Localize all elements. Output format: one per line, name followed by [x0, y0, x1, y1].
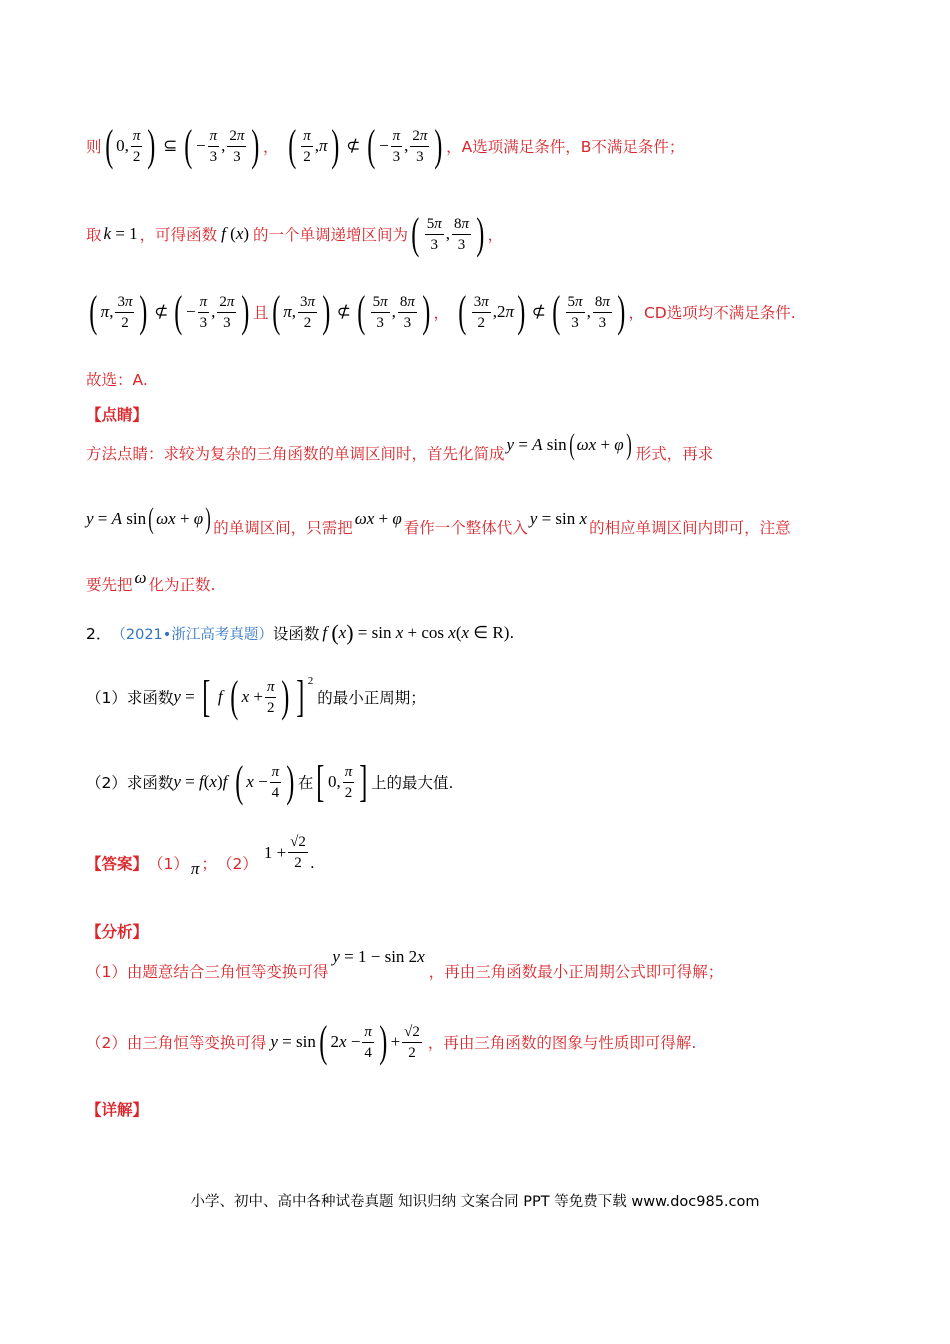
text-gu-xuan: 故选：A. [86, 371, 148, 389]
text-part1-label: （1）求函数 [86, 689, 174, 707]
line-subset-check [86, 121, 685, 170]
math-y-1-minus-sin2x: y = 1 − sin 2 x [332, 947, 425, 966]
text-option-ab: ，A选项满足条件，B不满足条件； [446, 138, 685, 156]
text-answer-part1: （1） [148, 854, 189, 873]
text-dandiao-qujian: 的单调区间，只需把 [213, 519, 353, 537]
line-omega-positive [86, 568, 216, 595]
line-cd-check [86, 287, 796, 336]
line-analysis-2 [86, 1017, 697, 1066]
line-answer [86, 834, 315, 883]
math-omega: ω [134, 568, 147, 587]
math-answer-pi: π [190, 858, 200, 878]
text-part2-label: （2）求函数 [86, 774, 174, 792]
math-interval-0-pi2: ( 0, $\frac{\pi}{2}$ ) ⊆ ( − $\frac{\pi}{3}$ , $\frac{2\pi}{3}$ ) [104, 121, 260, 170]
question-2 [86, 620, 514, 646]
text-min-period: 的最小正周期； [317, 689, 426, 707]
math-y-sinx: y = sin x [529, 509, 588, 528]
text-zhengti-dairu: 看作一个整体代入 [403, 519, 528, 537]
section-answer: 【答案】 [86, 854, 149, 873]
text-method-tip: 方法点睛：求较为复杂的三角函数的单调区间时，首先化简成 [86, 445, 505, 463]
line-method-tip [86, 428, 714, 468]
text-answer-part2: （2） [216, 854, 258, 873]
text-xiangying: 的相应单调区间内即可，注意 [589, 519, 791, 537]
page-footer: 小学、初中、高中各种试卷真题 知识归纳 文案合同 PPT 等免费下载 www.doc985.com [190, 1194, 760, 1210]
line-answer-a [86, 368, 148, 390]
section-dianjing: 【点睛】 [86, 406, 149, 424]
line-k1 [86, 209, 504, 258]
line-monotone-interval [86, 502, 791, 542]
math-asin-form: y = A sin ( ωx + φ ) [506, 428, 632, 461]
text-qie: 且 [253, 304, 269, 322]
text-xingshi: 形式，再求 [635, 445, 714, 463]
text-period: . [509, 624, 515, 642]
question-number: 2． [86, 625, 112, 643]
text-hua-wei-zhengshu: 化为正数. [148, 576, 216, 594]
math-interval-pi-3pi2-b: ( π , $\frac{3\pi}{2}$ ) ⊄ ( $\frac{5\pi}{3}$ , $\frac{8\pi}{3}$ ) [271, 287, 431, 336]
line-detail-header [86, 1098, 148, 1120]
text-qu: 取 [86, 226, 102, 244]
math-interval-3pi2-2pi: ( $\frac{3\pi}{2}$ ,2 π ) ⊄ ( $\frac{5\pi}{3}$ , $\frac{8\pi}{3}$ ) [458, 287, 626, 336]
math-asin-form-2: y = A sin ( ωx + φ ) [86, 502, 211, 535]
section-analysis: 【分析】 [86, 923, 149, 941]
text-ze: 则 [86, 138, 102, 156]
question-source: （2021•浙江高考真题） [111, 626, 273, 643]
math-interval-5pi3-8pi3: ( $\frac{5\pi}{3}$ , $\frac{8\pi}{3}$ ) [411, 209, 485, 258]
text-analysis-1-post: ，再由三角函数最小正周期公式即可得解； [428, 963, 724, 981]
math-fx: f ( x ) [221, 224, 250, 243]
text-comma-2: ， [487, 226, 504, 244]
question-2-part-2 [86, 757, 454, 806]
section-detail: 【详解】 [86, 1101, 149, 1119]
text-option-cd: ，CD选项均不满足条件. [628, 304, 796, 322]
text-ke-de-hanshu: ，可得函数 [139, 226, 218, 244]
text-comma: ， [263, 138, 279, 156]
math-y-sin-2x-shift: y = sin ( 2 x − $\frac{\pi}{4}$ ) + $\frac{√2}{2}$ [270, 1017, 420, 1066]
text-semicolon: ； [201, 854, 217, 873]
math-interval-0-pi2-closed: [ 0, $\frac{\pi}{2}$ ] [316, 757, 368, 806]
text-zai: 在 [297, 774, 314, 792]
math-y-squared: y = [ f ( x + $\frac{\pi}{2}$ ) ] 2 [173, 672, 314, 721]
text-comma-3: ， [433, 304, 450, 322]
text-analysis-2-pre: （2）由三角恒等变换可得 [86, 1034, 267, 1052]
math-interval-pi-3pi2: ( π , $\frac{3\pi}{2}$ ) ⊄ ( − $\frac{\pi}{3}$ , $\frac{2\pi}{3}$ ) [89, 287, 250, 336]
line-dianjing-header [86, 403, 148, 425]
math-answer-max: 1 + $\frac{√2}{2}$ [263, 834, 306, 871]
line-analysis-1 [86, 947, 724, 982]
question-2-part-1 [86, 672, 426, 721]
math-omega-x-phi: ωx + φ [354, 509, 402, 528]
text-she-hanshu: 设函数 [272, 625, 320, 643]
text-yao-xian-ba: 要先把 [86, 576, 133, 594]
text-analysis-1-pre: （1）由题意结合三角恒等变换可得 [86, 963, 329, 981]
text-max-value: 上的最大值. [370, 774, 454, 792]
math-product-fx: y = f ( x ) f ( x − $\frac{\pi}{4}$ ) [173, 757, 295, 806]
line-analysis-header [86, 920, 148, 942]
text-analysis-2-post: ，再由三角函数的图象与性质即可得解. [427, 1034, 697, 1052]
math-k-equals-1: k = 1 [103, 224, 138, 243]
text-increasing-interval: 的一个单调递增区间为 [253, 226, 409, 244]
math-fx-definition: f ( x ) = sin x + cos x ( x ∈ R) [322, 620, 510, 645]
math-interval-pi2-pi: ( $\frac{\pi}{2}$ , π ) ⊄ ( − $\frac{\pi}{3}$ , $\frac{2\pi}{3}$ ) [287, 121, 443, 170]
text-answer-end: . [309, 853, 315, 872]
